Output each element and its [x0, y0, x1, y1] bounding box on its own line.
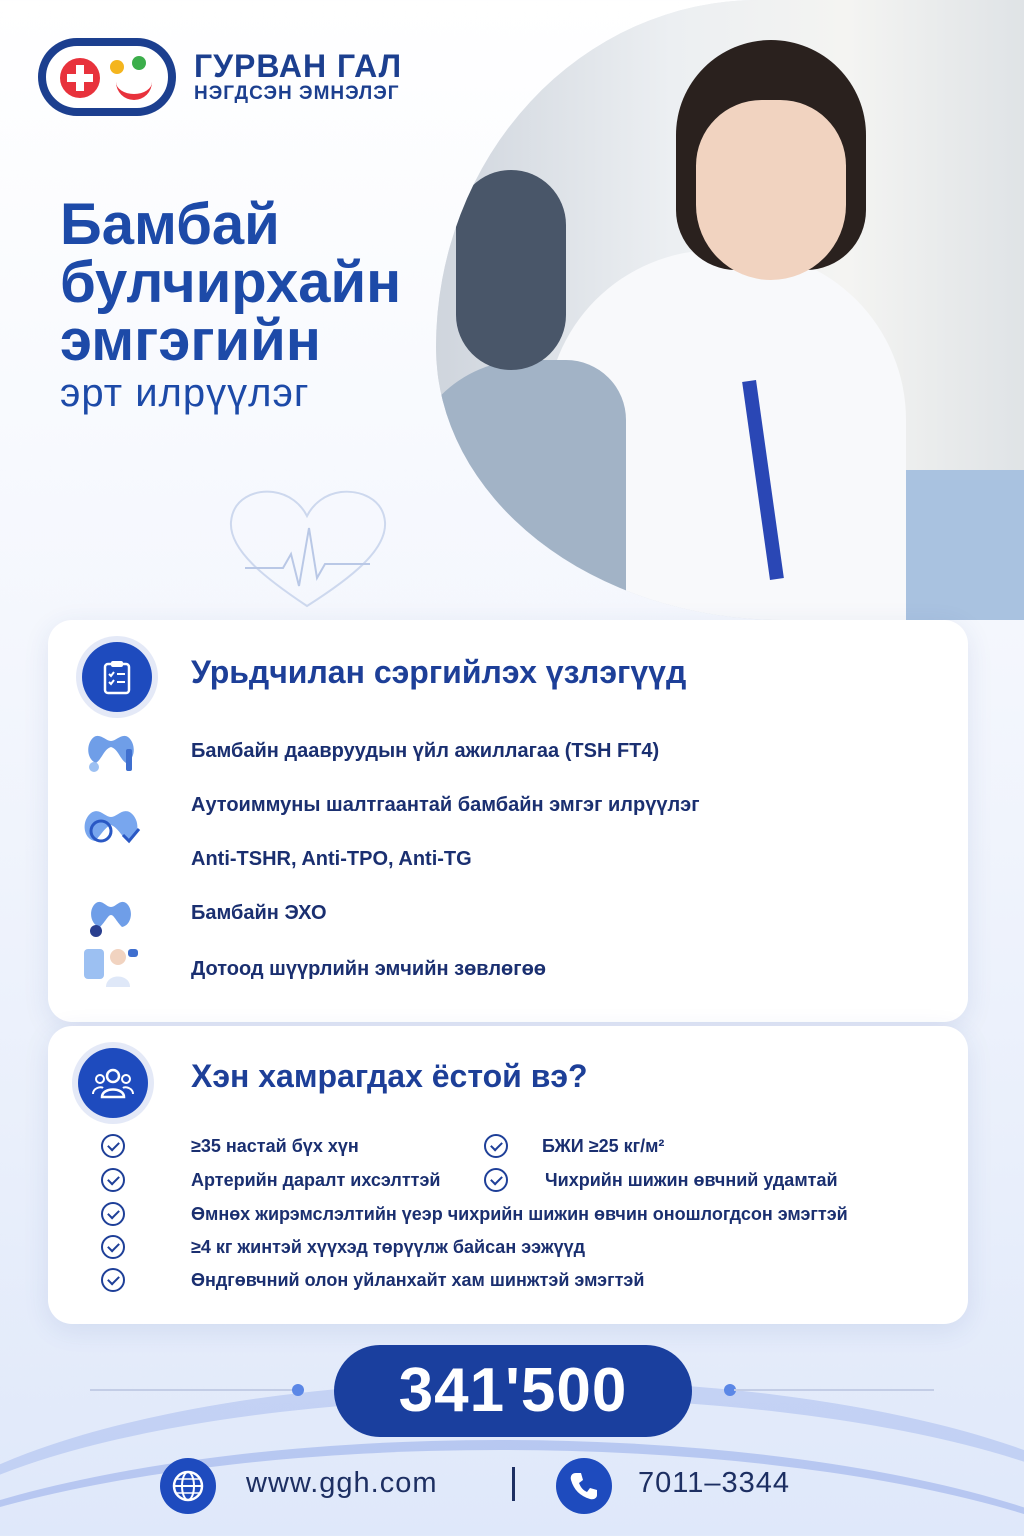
service-item-2: Аутоиммуны шалтгаантай бамбайн эмгэг илрүүлэг [191, 794, 700, 816]
price-divider-left [90, 1389, 295, 1391]
title-subline: эрт илрүүлэг [60, 371, 310, 415]
eligibility-item-1: ≥35 настай бүх хүн [191, 1136, 359, 1156]
price-divider-dot [292, 1384, 304, 1396]
logo-mark [38, 38, 176, 116]
eligibility-item-7: Өндгөвчний олон уйланхайт хам шинжтэй эмэгтэй [191, 1270, 645, 1290]
check-icon [101, 1268, 125, 1292]
eligibility-item-4: Чихрийн шижин өвчний удамтай [545, 1170, 838, 1190]
service-item-4: Бамбайн ЭХО [191, 902, 327, 924]
eligibility-item-2: БЖИ ≥25 кг/м² [542, 1136, 665, 1156]
service-item-3: Anti-TSHR, Anti-TPO, Anti-TG [191, 848, 472, 870]
eligibility-title: Хэн хамрагдах ёстой вэ? [191, 1058, 588, 1094]
doctor-photo [436, 0, 1024, 620]
eligibility-item-5: Өмнөх жирэмслэлтийн үеэр чихрийн шижин өвчин оношлогдсон эмэгтэй [191, 1204, 848, 1224]
brand-subtitle: НЭГДСЭН ЭМНЭЛЭГ [194, 83, 400, 104]
website-link[interactable]: www.ggh.com [246, 1467, 438, 1499]
title-line-1: Бамбай [60, 192, 280, 257]
title-line-3: эмгэгийн [60, 308, 321, 373]
phone-link[interactable]: 7011–3344 [638, 1467, 791, 1499]
services-card [48, 620, 968, 1022]
medical-cross-icon [60, 58, 100, 98]
doctor-consult-icon [80, 942, 142, 990]
eligibility-card [48, 1026, 968, 1324]
smile-icon [116, 78, 152, 100]
clipboard-icon [82, 642, 152, 712]
check-icon [101, 1134, 125, 1158]
services-title: Урьдчилан сэргийлэх үзлэгүүд [191, 654, 687, 690]
check-icon [101, 1168, 125, 1192]
footer-separator [512, 1467, 515, 1501]
service-item-5: Дотоод шүүрлийн эмчийн зөвлөгөө [191, 958, 547, 980]
ultrasound-icon [80, 892, 142, 940]
eligibility-item-6: ≥4 кг жинтэй хүүхэд төрүүлж байсан ээжүүд [191, 1237, 586, 1257]
globe-icon [160, 1458, 216, 1514]
phone-icon [556, 1458, 612, 1514]
thyroid-lab-icon [80, 728, 142, 776]
service-item-1: Бамбайн даавруудын үйл ажиллагаа (TSH FT4) [191, 740, 660, 762]
check-icon [484, 1134, 508, 1158]
title-line-2: булчирхайн [60, 250, 402, 315]
brand-logo [38, 38, 402, 116]
heartbeat-icon [225, 488, 390, 613]
price-divider-right [734, 1389, 934, 1391]
check-icon [101, 1202, 125, 1226]
check-icon [484, 1168, 508, 1192]
thyroid-scan-icon [76, 800, 146, 856]
people-group-icon [78, 1048, 148, 1118]
price-badge: 341'500 [334, 1345, 692, 1437]
check-icon [101, 1235, 125, 1259]
brand-name: ГУРВАН ГАЛ [194, 48, 403, 84]
page-title [60, 192, 460, 416]
eligibility-item-3: Артерийн даралт ихсэлттэй [191, 1170, 441, 1190]
